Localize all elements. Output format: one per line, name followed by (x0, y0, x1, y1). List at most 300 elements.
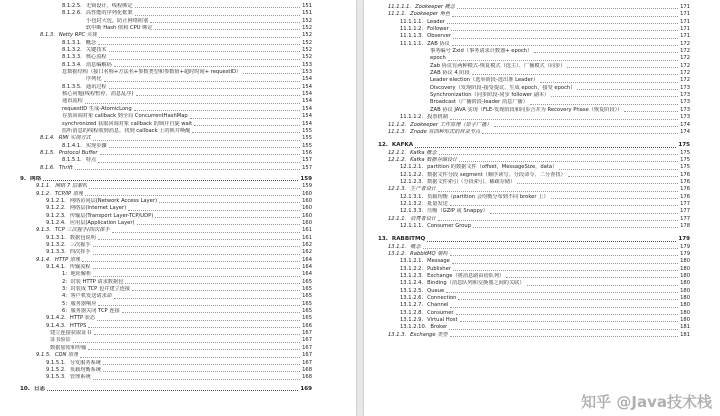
toc-entry[interactable] (0, 32, 356, 39)
toc-entry-title: 3：封装成 TCP 包并建立连接 (62, 286, 131, 293)
toc-dot-leader (155, 217, 300, 218)
toc-entry-number: 12.1.2.2. (400, 171, 424, 178)
toc-entry[interactable] (364, 208, 720, 215)
toc-page-number: 180 (680, 295, 690, 302)
toc-entry-title: 4：客户机发送请求命 (62, 293, 112, 300)
toc-page-number: 159 (302, 183, 312, 190)
toc-page-number: 154 (302, 105, 312, 112)
toc-page-number: 168 (302, 374, 312, 381)
toc-page-number: 172 (680, 40, 690, 47)
toc-entry[interactable] (364, 48, 720, 55)
toc-entry[interactable] (0, 98, 356, 105)
toc-entry-title: RMI 实现方式 (58, 135, 91, 142)
toc-page-number: 162 (302, 249, 312, 256)
toc-entry[interactable] (0, 143, 356, 150)
toc-entry[interactable] (0, 330, 356, 337)
toc-entry[interactable] (364, 236, 720, 243)
toc-entry-title: partition 的数据文件（offset，MessageSize，data） (427, 164, 558, 171)
toc-entry[interactable] (0, 128, 356, 135)
toc-entry-number: 9.1.4.1. (46, 264, 66, 271)
toc-page-number: 160 (302, 205, 312, 212)
toc-entry-title: Follower (427, 26, 449, 33)
toc-page-number: 154 (302, 83, 312, 90)
toc-page-number: 162 (302, 242, 312, 248)
toc-page-number: 180 (680, 317, 690, 324)
toc-page-number: 180 (680, 273, 690, 280)
toc-page-number: 176 (680, 186, 690, 193)
toc-entry-title: 事务编号 Zxid（事务请求计数器+ epoch） (430, 48, 533, 55)
toc-entry[interactable] (364, 244, 720, 251)
toc-entry[interactable] (364, 310, 720, 317)
toc-entry[interactable] (0, 301, 356, 308)
toc-entry-title: 证书验证 (50, 337, 71, 344)
toc-dot-leader (534, 52, 678, 53)
toc-dot-leader (450, 336, 678, 337)
toc-dot-leader (80, 357, 300, 358)
toc-dot-leader (94, 334, 301, 335)
toc-page-number: 177 (680, 200, 690, 207)
toc-entry[interactable] (0, 176, 356, 183)
toc-entry-title: 监听消息的线程收到消息，找到 callback 上的锁并唤醒 (62, 127, 191, 134)
toc-dot-leader (551, 96, 678, 97)
toc-entry-title: ZAB 协议 JAVA 实现（FLE-发现阶段和同步合并为 Recovery Phase（恢复阶段）） (430, 106, 623, 113)
toc-entry[interactable] (364, 179, 720, 186)
toc-entry-title: Channel (427, 302, 449, 309)
toc-entry[interactable] (0, 374, 356, 381)
toc-dot-leader (457, 8, 678, 9)
toc-entry-title: 5：服务器响应 (62, 300, 97, 307)
toc-entry-title: 息数据结构（接口名称+方法名+参数类型和参数值+超时时间+ requestID） (62, 69, 242, 76)
toc-entry-title: 概念 (85, 39, 97, 46)
toc-entry-title: Broadcast（广播阶段-leader 消息广播） (430, 99, 528, 106)
toc-page-number: 165 (302, 315, 312, 322)
toc-entry-title: HTTPS (69, 322, 87, 329)
toc-entry-title: HTTP 原理 (54, 256, 81, 263)
toc-dot-leader (99, 37, 300, 38)
toc-entry-number: 13.1.2.9. (400, 317, 424, 324)
toc-entry[interactable] (0, 10, 356, 17)
toc-page-number: 171 (680, 4, 690, 10)
toc-entry-title: Broker (430, 324, 448, 331)
toc-entry-title: RABBITMQ (391, 236, 426, 243)
toc-entry-number: 13.1.2.3. (400, 273, 424, 280)
toc-entry-number: 8.1.5. (40, 149, 55, 156)
toc-entry[interactable] (0, 242, 356, 249)
toc-entry-title: Binding（消息队列和交换器之间的关联） (427, 280, 525, 287)
toc-dot-leader (82, 261, 300, 262)
toc-entry[interactable] (0, 367, 356, 374)
toc-entry[interactable] (0, 47, 356, 54)
toc-entry-title: 日志 (33, 385, 46, 392)
toc-entry[interactable] (364, 194, 720, 201)
toc-page-number: 179 (680, 243, 690, 250)
toc-page-number: 169 (300, 385, 312, 392)
toc-entry-number: 8.1.3.2. (62, 47, 82, 54)
toc-entry[interactable] (0, 360, 356, 367)
toc-entry-title: HTTP 状态 (69, 315, 96, 322)
toc-entry[interactable] (364, 172, 720, 179)
toc-entry[interactable] (364, 295, 720, 302)
toc-entry-title: 批量发送 (427, 200, 448, 207)
toc-entry[interactable] (0, 62, 356, 69)
toc-entry[interactable] (364, 280, 720, 287)
toc-page-number: 164 (302, 256, 312, 263)
toc-entry-number: 9.1.2. (36, 190, 51, 197)
toc-page-number: 165 (302, 278, 312, 285)
toc-entry[interactable] (364, 142, 720, 149)
toc-entry-number: 11.1.1.3. (400, 33, 424, 40)
toc-entry[interactable] (0, 213, 356, 220)
toc-entry-number: 11.1.1.1. (400, 40, 424, 47)
toc-entry[interactable] (0, 293, 356, 300)
toc-dot-leader (104, 81, 301, 82)
toc-page-number: 165 (302, 293, 312, 300)
toc-dot-leader (85, 195, 300, 196)
toc-entry[interactable] (364, 63, 720, 70)
toc-page-number: 151 (302, 10, 312, 17)
toc-page-number: 173 (680, 114, 690, 121)
toc-entry[interactable] (0, 345, 356, 352)
toc-entry[interactable] (364, 324, 720, 331)
toc-entry-title: ZAB 协议 4 阶段 (430, 70, 470, 77)
toc-entry[interactable] (0, 323, 356, 330)
toc-entry[interactable] (364, 251, 720, 258)
toc-entry-title: 概念 (410, 243, 421, 250)
toc-entry-number: 9.1.3.2. (46, 242, 66, 248)
toc-page-number: 176 (680, 193, 690, 200)
toc-page-number: 173 (680, 92, 690, 99)
toc-dot-leader (135, 7, 301, 8)
toc-dot-leader (452, 45, 678, 46)
toc-entry-number: 11.1.1.1. (388, 4, 412, 10)
toc-entry[interactable] (364, 157, 720, 164)
toc-entry[interactable] (364, 19, 720, 26)
toc-entry[interactable] (0, 315, 356, 322)
toc-dot-leader (132, 290, 300, 291)
toc-entry[interactable] (0, 183, 356, 190)
toc-entry[interactable] (0, 3, 356, 10)
toc-entry[interactable] (0, 337, 356, 344)
toc-entry[interactable] (0, 54, 356, 61)
toc-entry-number: 12.1.3. (388, 186, 407, 193)
toc-dot-leader (451, 30, 678, 31)
toc-entry-title: 传输层(Transport Layer-TCP/UDP) (69, 212, 154, 219)
toc-entry-number: 13. (378, 236, 388, 243)
toc-entry-number: 11.1.2. (388, 121, 407, 128)
toc-entry[interactable] (0, 264, 356, 271)
toc-dot-leader (88, 349, 300, 350)
toc-entry-number: 9.1.5. (36, 352, 51, 359)
toc-entry-title: Observer (427, 33, 451, 40)
toc-dot-leader (159, 202, 300, 203)
toc-entry-title: 消费者设计 (410, 215, 437, 222)
toc-page-number: 152 (302, 32, 312, 39)
toc-entry-number: 13.1.3. (388, 331, 407, 338)
toc-dot-leader (88, 327, 300, 328)
toc-entry[interactable] (364, 258, 720, 265)
toc-entry[interactable] (364, 85, 720, 92)
toc-entry[interactable] (0, 271, 356, 278)
toc-dot-leader (490, 213, 678, 214)
toc-entry-title: 小包封大包，防止网络阻塞 (86, 17, 149, 24)
toc-entry[interactable] (364, 223, 720, 230)
toc-entry[interactable] (364, 11, 720, 18)
toc-entry[interactable] (0, 308, 356, 315)
toc-entry-number: 9.1.4.2. (46, 315, 66, 322)
toc-entry-title: 2：封装 HTTP 请求数据包 (62, 278, 124, 285)
toc-page-number: 160 (302, 190, 312, 197)
toc-dot-leader (456, 314, 679, 315)
toc-entry-title: Message (427, 258, 450, 265)
toc-page-number: 167 (302, 337, 312, 344)
toc-page-number: 172 (680, 48, 690, 55)
toc-entry[interactable] (0, 227, 356, 234)
toc-dot-leader (98, 239, 300, 240)
toc-page-number: 160 (302, 197, 312, 204)
toc-page-number: 178 (680, 222, 690, 229)
toc-entry[interactable] (0, 191, 356, 198)
toc-dot-leader (98, 44, 300, 45)
toc-dot-leader (624, 111, 678, 112)
toc-entry[interactable] (0, 113, 356, 120)
toc-dot-leader (122, 312, 300, 313)
toc-page-number: 154 (302, 98, 312, 105)
toc-page-number: 153 (302, 61, 312, 68)
toc-page-number: 177 (680, 215, 690, 222)
toc-entry[interactable] (0, 352, 356, 359)
toc-entry-title: Discovery（发现阶段-接受提议、生成 epoch、接受 epoch） (430, 84, 576, 91)
toc-entry[interactable] (364, 302, 720, 309)
toc-entry[interactable] (364, 332, 720, 339)
toc-dot-leader (125, 283, 300, 284)
toc-page-number: 175 (680, 149, 690, 156)
toc-page-number: 167 (302, 330, 312, 337)
toc-entry[interactable] (0, 235, 356, 242)
toc-page-number: 171 (680, 18, 690, 25)
toc-entry-title: 管理系统 (69, 374, 91, 381)
toc-entry[interactable] (364, 4, 720, 11)
toc-page-number: 159 (300, 175, 312, 182)
toc-dot-leader (194, 125, 300, 126)
toc-dot-leader (134, 110, 300, 111)
toc-entry-title: Kafka 数据存储设计 (410, 156, 458, 163)
toc-dot-leader (109, 51, 301, 52)
toc-entry[interactable] (364, 107, 720, 114)
toc-dot-leader (109, 59, 301, 60)
toc-entry-title: KAFKA (391, 142, 414, 149)
toc-entry[interactable] (364, 201, 720, 208)
toc-entry[interactable] (0, 165, 356, 172)
toc-entry[interactable] (0, 106, 356, 113)
toc-dot-leader (450, 205, 678, 206)
toc-entry-title: 高性能的序列化框架 (85, 10, 133, 17)
toc-entry[interactable] (364, 26, 720, 33)
toc-entry[interactable] (0, 220, 356, 227)
toc-page-number: 164 (302, 271, 312, 278)
toc-entry-title: 应用层(Application Layer) (69, 219, 135, 226)
toc-entry[interactable] (0, 279, 356, 286)
toc-dot-leader (447, 23, 678, 24)
toc-entry[interactable] (364, 55, 720, 62)
toc-dot-leader (551, 198, 679, 199)
toc-entry-title: TCP/IP 原理 (54, 190, 84, 197)
toc-entry-number: 8.1.3.1. (62, 39, 82, 46)
toc-dot-leader (93, 268, 301, 269)
toc-dot-leader (98, 305, 300, 306)
toc-entry[interactable] (364, 114, 720, 121)
toc-entry-number: 11.1.1. (388, 11, 407, 18)
toc-entry-title: 网络 (30, 175, 42, 182)
table-of-contents-left (0, 0, 356, 393)
toc-dot-leader (506, 277, 678, 278)
toc-page-number: 172 (680, 55, 690, 62)
toc-entry-title: Thrift (58, 164, 73, 171)
toc-entry-title: Zab 协议有两种模式-恢复模式（选主）、广播模式（同步） (430, 62, 566, 69)
toc-entry[interactable] (0, 76, 356, 83)
toc-dot-leader (89, 188, 300, 189)
toc-dot-leader (190, 118, 300, 119)
toc-dot-leader (530, 104, 678, 105)
toc-entry-number: 11.1.1.2. (400, 114, 424, 121)
toc-entry[interactable] (364, 129, 720, 136)
toc-dot-leader (93, 276, 300, 277)
toc-dot-leader (446, 292, 678, 293)
toc-entry[interactable] (364, 70, 720, 77)
toc-entry-title: 生产者设计 (410, 186, 437, 193)
toc-page-number: 165 (302, 300, 312, 307)
toc-entry-number: 12.1.2. (388, 156, 407, 163)
toc-page-number: 167 (302, 344, 312, 351)
toc-entry-title: TCP 三次握手/四次挥手 (54, 227, 110, 234)
toc-page-number: 175 (678, 142, 690, 149)
toc-entry[interactable] (0, 18, 356, 25)
toc-entry[interactable] (0, 286, 356, 293)
toc-entry[interactable] (364, 92, 720, 99)
toc-dot-leader (100, 154, 301, 155)
toc-entry-number: 9.1.2.1. (46, 197, 66, 204)
toc-entry[interactable] (364, 266, 720, 273)
toc-entry[interactable] (0, 157, 356, 164)
toc-entry[interactable] (0, 91, 356, 98)
toc-page-number: 155 (302, 127, 312, 134)
toc-entry-number: 11.1.1.2. (400, 26, 424, 33)
toc-dot-leader (192, 132, 300, 133)
toc-entry-title: Virtual Host (427, 317, 458, 324)
toc-entry[interactable] (0, 25, 356, 32)
toc-page-number: 161 (302, 234, 312, 241)
toc-entry[interactable] (0, 135, 356, 142)
toc-entry[interactable] (0, 386, 356, 393)
right-document-page (364, 0, 720, 416)
toc-dot-leader (103, 364, 300, 365)
toc-entry-number: 12.1.2.1. (400, 164, 424, 171)
toc-entry-number: 12.1.2.3. (400, 178, 424, 185)
toc-entry[interactable] (0, 40, 356, 47)
toc-dot-leader (73, 342, 300, 343)
toc-entry[interactable] (364, 186, 720, 193)
toc-entry-number: 8.1.6. (40, 164, 55, 171)
toc-entry-number: 8.1.4.1. (62, 142, 82, 149)
toc-entry-title: requestID 生成-AtomicLong (62, 105, 132, 112)
toc-entry[interactable] (364, 122, 720, 129)
toc-page-number: 168 (302, 366, 312, 373)
toc-dot-leader (453, 270, 678, 271)
toc-entry-number: 9.1.4.3. (46, 322, 66, 329)
toc-dot-leader (452, 263, 678, 264)
toc-entry-title: epoch (430, 55, 446, 62)
toc-entry-number: 9. (20, 175, 27, 182)
toc-entry-title: 压缩（GZIP 或 Snappy） (427, 208, 488, 215)
toc-entry[interactable] (0, 257, 356, 264)
toc-entry[interactable] (364, 33, 720, 40)
left-document-page (0, 0, 356, 416)
toc-entry[interactable] (0, 150, 356, 157)
toc-entry[interactable] (0, 205, 356, 212)
toc-page-number: 154 (302, 91, 312, 98)
toc-entry[interactable] (364, 164, 720, 171)
toc-entry-title: Publisher (427, 265, 451, 272)
toc-entry-title: synchronized 获取回调对象 callback 的锁并自旋 wait (62, 120, 193, 127)
toc-page-number: 161 (302, 227, 312, 234)
toc-entry-title: 三次握手 (69, 242, 91, 248)
toc-entry[interactable] (364, 216, 720, 223)
toc-entry[interactable] (0, 69, 356, 76)
toc-dot-leader (93, 379, 301, 380)
toc-dot-leader (136, 95, 301, 96)
toc-entry-title: 1：地址解析 (62, 271, 92, 278)
toc-dot-leader (450, 255, 679, 256)
toc-dot-leader (415, 147, 676, 148)
toc-dot-leader (47, 390, 298, 391)
toc-entry[interactable] (364, 77, 720, 84)
toc-entry-title: Synchronization（同步阶段-同步 follower 副本） (430, 92, 550, 99)
toc-dot-leader (450, 307, 678, 308)
toc-page-number: 157 (302, 157, 312, 164)
toc-page-number: 172 (680, 62, 690, 69)
toc-entry-number: 8.1.5.1. (62, 157, 82, 164)
toc-dot-leader (458, 299, 678, 300)
toc-entry[interactable] (364, 150, 720, 157)
toc-entry-number: 9.1.3.1. (46, 234, 66, 241)
toc-entry[interactable] (0, 249, 356, 256)
toc-entry-number: 8.1.3.3. (62, 54, 82, 61)
toc-entry[interactable] (364, 273, 720, 280)
toc-entry-title: 消息编解码 (85, 61, 112, 68)
toc-entry-number: 13.1.2.1. (400, 258, 424, 265)
toc-entry-number: 9.1.4. (36, 256, 51, 263)
toc-page-number: 166 (302, 322, 312, 329)
toc-entry-number: 13.1.2.8. (400, 309, 424, 316)
toc-entry-number: 12.1.1. (388, 215, 407, 222)
toc-entry[interactable] (0, 84, 356, 91)
toc-entry[interactable] (364, 99, 720, 106)
toc-page-number: 173 (680, 99, 690, 106)
toc-dot-leader (452, 16, 678, 17)
toc-entry-title: Protocol Buffer (58, 149, 98, 156)
toc-page-number: 176 (680, 171, 690, 178)
toc-entry[interactable] (0, 121, 356, 128)
toc-entry-title: 数据文件分段 segment（顺序读写、分段命令、二分查找） (427, 171, 566, 178)
toc-entry-title: 无锁设计、线程绑定 (85, 3, 133, 9)
toc-entry[interactable] (0, 198, 356, 205)
toc-page-number: 180 (680, 280, 690, 287)
toc-entry[interactable] (364, 288, 720, 295)
toc-entry[interactable] (364, 317, 720, 324)
toc-page-number: 154 (302, 120, 312, 127)
toc-page-number: 180 (680, 265, 690, 272)
toc-entry-title: 网络 7 层架构 (54, 183, 88, 190)
toc-entry[interactable] (364, 41, 720, 48)
